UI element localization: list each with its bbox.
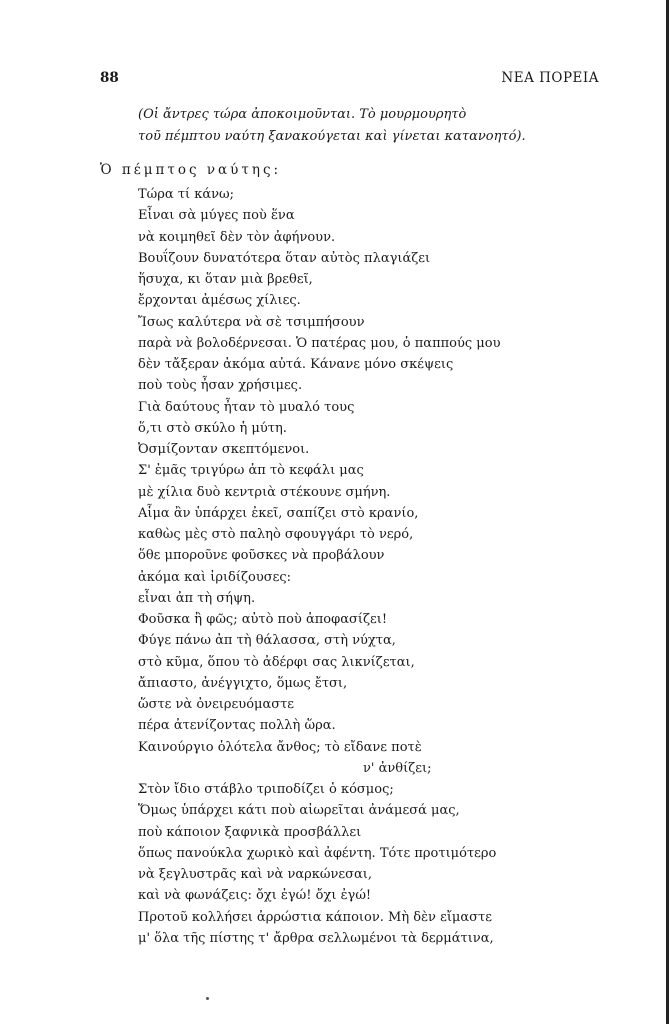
poem-line: Γιὰ δαύτους ἦταν τὸ μυαλό τους [138,399,355,415]
poem-line: Σ' ἐμᾶς τριγύρω ἀπ τὸ κεφάλι μας [138,463,364,479]
poem-line-indented: ν' ἀνθίζει; [363,760,432,776]
poem-line: Προτοῦ κολλήσει ἀρρώστια κάποιον. Μὴ δὲν εἴμαστε [138,909,492,925]
stage-direction-line: (Οἱ ἄντρες τώρα ἀποκοιμοῦνται. Τὸ μουρμουρητὸ [138,107,467,122]
page-header [100,70,599,86]
poem-body [138,184,608,949]
poem-line: εἶναι ἀπ τὴ σήψη. [138,590,256,606]
poem-line: Φύγε πάνω ἀπ τὴ θάλασσα, στὴ νύχτα, [138,633,396,649]
poem-line: Ὀσμίζονταν σκεπτόμενοι. [138,442,310,457]
poem-line: ἔρχονται ἀμέσως χίλιες. [138,293,301,309]
poem-line: ὅπως πανούκλα χωρικὸ καὶ ἀφέντη. Τότε προτιμότερο [138,845,497,861]
poem-line: καθὼς μὲς στὸ παληὸ σφουγγάρι τὸ νερό, [138,527,414,542]
poem-line: ἀκόμα καὶ ἰριδίζουσες: [138,569,292,585]
poem-line: ποὺ τοὺς ἦσαν χρήσιμες. [138,378,303,394]
poem-line: δὲν τἄξεραν ἀκόμα αὐτά. Κάνανε μόνο σκέψεις [138,357,454,372]
print-speck [206,997,209,1000]
stage-direction [138,104,608,148]
poem-line: Βουΐζουν δυνατότερα ὅταν αὐτὸς πλαγιάζει [138,250,431,266]
poem-line: στὸ κῦμα, ὅπου τὸ ἀδέρφι σας λικνίζεται, [138,654,415,670]
page-number: 88 [100,70,119,86]
poem-line: μ' ὅλα τῆς πίστης τ' ἄρθρα σελλωμένοι τὰ δερμάτινα, [138,930,494,946]
poem-line: καὶ νὰ φωνάζεις: ὄχι ἐγώ! ὄχι ἐγώ! [138,888,372,904]
poem-line: νὰ κοιμηθεῖ δὲν τὸν ἀφήνουν. [138,229,336,245]
poem-line: ὅθε μποροῦνε φοῦσκες νὰ προβάλουν [138,548,385,564]
running-title: ΝΕΑ ΠΟΡΕΙΑ [501,70,599,86]
poem-line: παρὰ νὰ βολοδέρνεσαι. Ὁ πατέρας μου, ὁ παππούς μου [138,335,501,351]
poem-line: ὅ,τι στὸ σκύλο ἡ μύτη. [138,420,287,436]
poem-line: ἥσυχα, κι ὅταν μιὰ βρεθεῖ, [138,272,313,287]
poem-line: Ἴσως καλύτερα νὰ σὲ τσιμπήσουν [138,314,365,330]
poem-line: Αἷμα ἂν ὑπάρχει ἐκεῖ, σαπίζει στὸ κρανίο, [138,505,419,521]
poem-line: νὰ ξεγλυστρᾶς καὶ νὰ ναρκώνεσαι, [138,867,373,882]
poem-line: ποὺ κάποιον ξαφνικὰ προσβάλλει [138,824,362,840]
poem-line: ἄπιαστο, ἀνέγγιχτο, ὅμως ἔτσι, [138,675,348,691]
poem-line: Φοῦσκα ἢ φῶς; αὐτὸ ποὺ ἀποφασίζει! [138,612,388,627]
poem-line: Εἶναι σὰ μύγες ποὺ ἕνα [138,208,295,224]
poem-line: πέρα ἀτενίζοντας πολλὴ ὥρα. [138,718,336,734]
speaker-name: Ὁ πέμπτος ναύτης: [100,162,282,178]
poem-line: Στὸν ἴδιο στάβλο τριποδίζει ὁ κόσμος; [138,782,394,797]
poem-line: Καινούργιο ὁλότελα ἄνθος; τὸ εἴδανε ποτὲ [138,739,422,755]
poem-line: Τώρα τί κάνω; [138,187,235,202]
poem-line: μὲ χίλια δυὸ κεντριὰ στέκουνε σμήνη. [138,484,391,500]
poem-line: ὥστε νὰ ὀνειρευόμαστε [138,697,295,712]
poem-line: Ὅμως ὑπάρχει κάτι ποὺ αἰωρεῖται ἀνάμεσά μας, [138,803,460,819]
stage-direction-line: τοῦ πέμπτου ναύτη ξανακούγεται καὶ γίνεται κατανοητό). [138,129,526,144]
